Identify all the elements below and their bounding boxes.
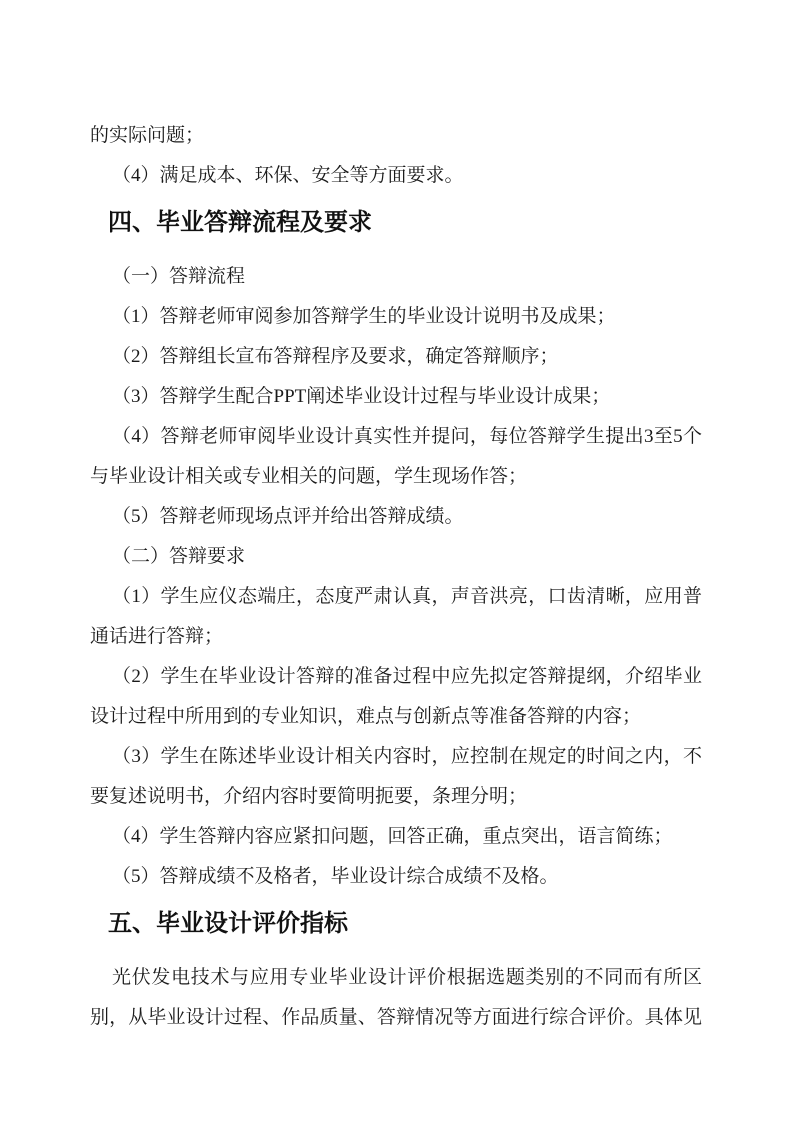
list-item: （3）答辩学生配合PPT阐述毕业设计过程与毕业设计成果； (112, 386, 611, 407)
section-heading-5: 五、毕业设计评价指标 (108, 910, 348, 937)
paragraph-continuation: 设计过程中所用到的专业知识，难点与创新点等准备答辩的内容； (90, 706, 642, 727)
document-content (90, 116, 702, 1038)
list-item: （2）学生在毕业设计答辩的准备过程中应先拟定答辩提纲，介绍毕业 (112, 666, 702, 687)
paragraph-continuation: 与毕业设计相关或专业相关的问题，学生现场作答； (90, 466, 528, 487)
list-item: （4）学生答辩内容应紧扣问题，回答正确，重点突出，语言简练； (112, 826, 673, 847)
list-item: （3）学生在陈述毕业设计相关内容时，应控制在规定的时间之内，不 (112, 746, 702, 767)
list-item: （1）答辩老师审阅参加答辩学生的毕业设计说明书及成果； (112, 306, 616, 327)
paragraph-continuation: 的实际问题； (90, 125, 205, 146)
subsection-heading: （二）答辩要求 (112, 546, 246, 567)
list-item: （1）学生应仪态端庄，态度严肃认真，声音洪亮，口齿清晰，应用普 (112, 586, 702, 607)
list-item: （4）答辩老师审阅毕业设计真实性并提问，每位答辩学生提出3至5个 (112, 426, 702, 447)
paragraph-continuation: 要复述说明书，介绍内容时要简明扼要，条理分明； (90, 786, 528, 807)
subsection-heading: （一）答辩流程 (112, 266, 246, 287)
section-heading-4: 四、毕业答辩流程及要求 (108, 209, 372, 236)
list-item: （4）满足成本、环保、安全等方面要求。 (112, 165, 464, 186)
paragraph-continuation: 别，从毕业设计过程、作品质量、答辩情况等方面进行综合评价。具体见 (90, 1007, 702, 1028)
list-item: （2）答辩组长宣布答辩程序及要求，确定答辩顺序； (112, 346, 559, 367)
list-item: （5）答辩老师现场点评并给出答辩成绩。 (112, 506, 464, 527)
paragraph-continuation: 通话进行答辩； (90, 626, 224, 647)
paragraph-line: 光伏发电技术与应用专业毕业设计评价根据选题类别的不同而有所区 (112, 967, 702, 988)
list-item: （5）答辩成绩不及格者，毕业设计综合成绩不及格。 (112, 866, 559, 887)
